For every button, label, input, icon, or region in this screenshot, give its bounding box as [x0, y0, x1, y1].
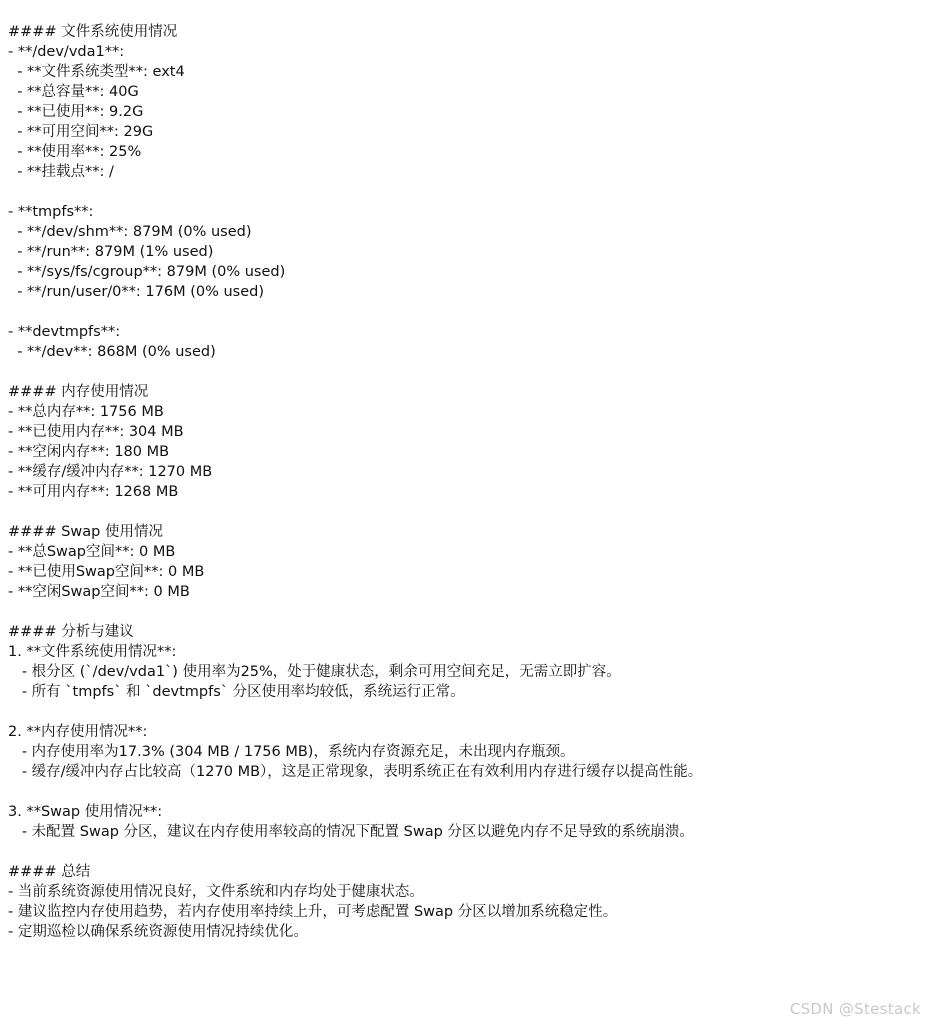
- heading-swap: #### Swap 使用情况: [8, 524, 163, 540]
- list-item: - **可用内存**: 1268 MB: [8, 484, 179, 500]
- list-item: - **总Swap空间**: 0 MB: [8, 544, 176, 560]
- blank-line: [8, 782, 923, 802]
- list-item: - **已使用Swap空间**: 0 MB: [8, 564, 205, 580]
- blank-line: [8, 842, 923, 862]
- heading-filesystem: #### 文件系统使用情况: [8, 24, 178, 40]
- list-item: - **已使用**: 9.2G: [8, 104, 144, 120]
- blank-line: [8, 182, 923, 202]
- list-item: 2. **内存使用情况**:: [8, 724, 148, 740]
- list-item: - **总容量**: 40G: [8, 84, 139, 100]
- watermark: CSDN @Stestack: [789, 1000, 921, 1018]
- list-item: - 内存使用率为17.3% (304 MB / 1756 MB)，系统内存资源充足，未出现内存瓶颈。: [8, 744, 575, 760]
- list-item: 1. **文件系统使用情况**:: [8, 644, 177, 660]
- list-item: - **已使用内存**: 304 MB: [8, 424, 184, 440]
- list-item: - **/run**: 879M (1% used): [8, 244, 214, 260]
- blank-line: [8, 602, 923, 622]
- list-item: - **空闲内存**: 180 MB: [8, 444, 170, 460]
- list-item: - **/dev/vda1**:: [8, 44, 125, 60]
- list-item: - 根分区 (`/dev/vda1`) 使用率为25%，处于健康状态，剩余可用空间充足，无需立即扩容。: [8, 664, 621, 680]
- list-item: - **缓存/缓冲内存**: 1270 MB: [8, 464, 213, 480]
- blank-line: [8, 362, 923, 382]
- list-item: - 未配置 Swap 分区，建议在内存使用率较高的情况下配置 Swap 分区以避免内存不足导致的系统崩溃。: [8, 824, 694, 840]
- list-item: - **挂载点**: /: [8, 164, 114, 180]
- list-item: - **/sys/fs/cgroup**: 879M (0% used): [8, 264, 286, 280]
- list-item: - 所有 `tmpfs` 和 `devtmpfs` 分区使用率均较低，系统运行正常。: [8, 684, 465, 700]
- blank-line: [8, 302, 923, 322]
- list-item: - **使用率**: 25%: [8, 144, 142, 160]
- list-item: 3. **Swap 使用情况**:: [8, 804, 163, 820]
- list-item: - **/dev**: 868M (0% used): [8, 344, 216, 360]
- blank-line: [8, 502, 923, 522]
- markdown-report: [8, 22, 923, 942]
- list-item: - **/run/user/0**: 176M (0% used): [8, 284, 264, 300]
- heading-summary: #### 总结: [8, 864, 91, 880]
- heading-memory: #### 内存使用情况: [8, 384, 149, 400]
- list-item: - 缓存/缓冲内存占比较高（1270 MB），这是正常现象，表明系统正在有效利用内存进行缓存以提高性能。: [8, 764, 703, 780]
- list-item: - **/dev/shm**: 879M (0% used): [8, 224, 252, 240]
- list-item: - **总内存**: 1756 MB: [8, 404, 164, 420]
- list-item: - **空闲Swap空间**: 0 MB: [8, 584, 190, 600]
- list-item: - 当前系统资源使用情况良好，文件系统和内存均处于健康状态。: [8, 884, 424, 900]
- list-item: - **可用空间**: 29G: [8, 124, 154, 140]
- list-item: - **devtmpfs**:: [8, 324, 121, 340]
- list-item: - **tmpfs**:: [8, 204, 94, 220]
- list-item: - 建议监控内存使用趋势，若内存使用率持续上升，可考虑配置 Swap 分区以增加系统稳定性。: [8, 904, 618, 920]
- list-item: - 定期巡检以确保系统资源使用情况持续优化。: [8, 924, 308, 940]
- heading-analysis: #### 分析与建议: [8, 624, 134, 640]
- blank-line: [8, 702, 923, 722]
- list-item: - **文件系统类型**: ext4: [8, 64, 185, 80]
